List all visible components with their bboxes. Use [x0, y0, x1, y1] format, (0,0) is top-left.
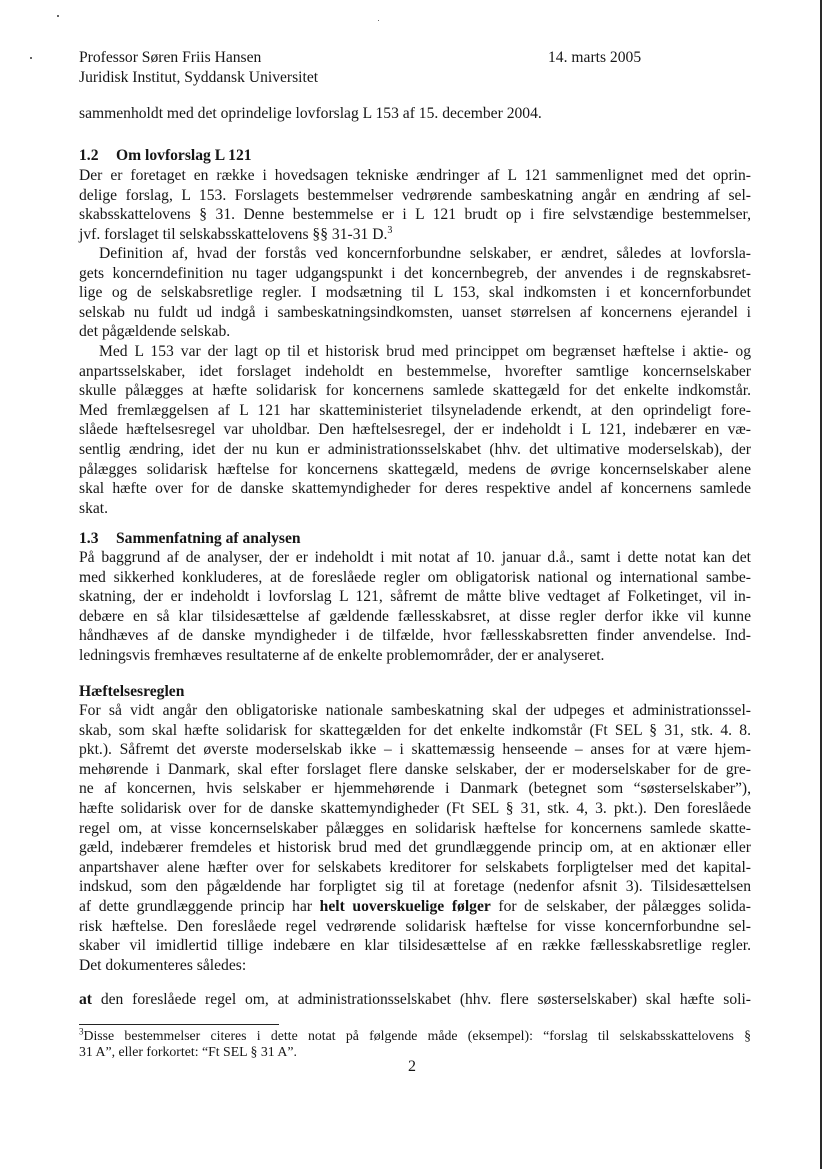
at-line [79, 990, 751, 1010]
text-line: anpartsselskaber, idet forslaget indeholdt en bestemmelse, hvorefter samtlige koncernselskaber [79, 362, 751, 380]
scan-speck [378, 20, 379, 21]
text-line: hæfte solidarisk over for de danske skattemyndigheder (Ft SEL § 31, stk. 4, 3. pkt.). Den foreslåede [79, 799, 751, 817]
text-line: skat. [79, 499, 109, 517]
text-line: ne af koncernen, hvis selskaber er hjemmehørende i Danmark (betegnet som “søsterselskaber”), [79, 780, 751, 798]
at-word: at [79, 991, 92, 1008]
text-line: pålægges solidarisk hæftelse for koncernens skattegæld, medens de øvrige koncernselskaber alene [79, 460, 751, 478]
footnote-ref: 3 [387, 224, 393, 236]
paragraph-1-2-b [79, 244, 751, 342]
paragraph-haeftelse [79, 701, 751, 975]
section-title: Om lovforslag L 121 [116, 147, 252, 164]
text-line [79, 990, 751, 1010]
text-line: Med fremlæggelsen af L 121 har skatteministeriet tilsyneladende erkendt, at den oprindeligt fore- [79, 401, 751, 419]
text-line: slåede hæftelsesregel var uholdbar. Den hæftelsesregel, der er indeholdt i L 121, indebærer en væ- [79, 421, 751, 439]
scan-edge [820, 0, 822, 1169]
scan-speck [30, 57, 32, 59]
section-number: 1.3 [79, 530, 99, 547]
footnote-divider [79, 1024, 279, 1025]
page-number: 2 [408, 1058, 416, 1075]
header-date: 14. marts 2005 [548, 49, 642, 66]
paragraph-1-2-c [79, 342, 751, 518]
intro-line: sammenholdt med det oprindelige lovforslag L 153 af 15. december 2004. [79, 105, 542, 122]
section-heading-1-3 [79, 529, 301, 549]
emphasis-text: helt uoverskuelige følger [319, 897, 491, 915]
text-line: gets koncerndefinition nu tager udgangspunkt i det koncernbegreb, der anvendes i de regnskabsret- [79, 264, 751, 282]
text-fragment: for de selskaber, der pålægges solida- [490, 897, 751, 915]
text-line: pkt.). Såfremt det øverste moderselskab ikke – i skattemæssig henseende – anses for at være hjem- [79, 741, 751, 759]
section-heading-haeftelse: Hæftelsesreglen [79, 683, 185, 700]
text-line: ledningsvis fremhæves resultaterne af de enkelte problemområder, der er analyseret. [79, 646, 605, 664]
footnote [79, 1028, 751, 1060]
text-line: håndhæves af de danske myndigheder i de tilfælde, hvor fællesskabsretten finder anvendelse. Ind- [79, 627, 751, 645]
paragraph-1-2-a [79, 166, 751, 244]
footnote-line: 31 A”, eller forkortet: “Ft SEL § 31 A”. [79, 1044, 297, 1059]
text-line: risk hæftelse. Den foreslåede regel vedrørende solidarisk hæftelse for visse koncernforbundne sel- [79, 917, 751, 935]
header-author-block [79, 48, 318, 88]
text-line: skulle pålægges at hæfte solidarisk for koncernens samlede skattegæld for det enkelte indkomstår. [79, 382, 751, 400]
paragraph-1-3 [79, 548, 751, 666]
text-line: indskud, som den pågældende har forpligtet sig til at foretage (nedenfor afsnit 3). Tilsidesættelsen [79, 878, 751, 896]
text-line: For så vidt angår den obligatoriske nationale sambeskatning skal der udpeges et administrationssel- [79, 702, 751, 719]
text-line: På baggrund af de analyser, der er indeholdt i mit notat af 10. januar d.å., samt i dette notat kan det [79, 549, 751, 566]
text-line: Med L 153 var der lagt op til et historisk brud med princippet om begrænset hæftelse i aktie- og [99, 343, 751, 360]
text-line: debære en så klar tilsidesættelse af gældende fællesskabsret, at disse regler derfor ikke vil kunne [79, 607, 751, 625]
text-line: Der er foretaget en række i hovedsagen tekniske ændringer af L 121 sammenlignet med det oprin- [79, 167, 751, 184]
text-line: Definition af, hvad der forstås ved koncernforbundne selskaber, er ændret, således at lovforsla- [99, 245, 751, 262]
text-line: sentlig ændring, idet der nu kun er administrationsselskabet (hhv. det ultimative moderselskab), der [79, 440, 751, 458]
text-line: selskab nu fuldt ud indgå i sambeskatningsindkomsten, uanset størrelsen af koncernens ejerandel i [79, 303, 751, 321]
section-number: 1.2 [79, 147, 99, 164]
text-line: mehørende i Danmark, skal efter forslaget flere danske selskaber, der er moderselskaber for de gre- [79, 760, 751, 778]
footnote-marker: 3 [79, 1026, 84, 1037]
text-fragment: af dette grundlæggende princip har [79, 897, 320, 915]
text-line: skab, som skal hæfte solidarisk for skattegælden for det enkelte indkomstår (Ft SEL § 31, stk. 4. 8. [79, 721, 751, 739]
text-line: regel om, at visse koncernselskaber pålægges en solidarisk hæftelse for koncernens samlede skatte- [79, 819, 751, 837]
text-line-content: jvf. forslaget til selskabsskattelovens §§ 31-31 D. [79, 225, 388, 243]
section-title: Sammenfatning af analysen [116, 530, 301, 547]
text-line: med sikkerhed konkluderes, at de foreslåede regler om obligatorisk national og international sambe- [79, 568, 751, 586]
text-line: lige og de selskabsretlige regler. I modsætning til L 153, skal indkomsten i et koncernforbundet [79, 284, 751, 302]
footnote-line [79, 1028, 751, 1044]
section-heading-1-2 [79, 146, 252, 166]
text-line: anpartshaver alene hæfter over for selskabets kreditorer for selskabets forpligtelser med det kapital- [79, 858, 751, 876]
text-fragment: den foreslåede regel om, at administrationsselskabet (hhv. flere søsterselskaber) skal hæfte soli- [92, 991, 751, 1008]
text-line [79, 225, 751, 245]
header-institution: Juridisk Institut, Syddansk Universitet [79, 69, 319, 86]
text-line: gæld, indebærer fremdeles et historisk brud med det grundlæggende princip om, at en aktionær eller [79, 839, 751, 857]
footnote-text: Disse bestemmelser citeres i dette notat på følgende måde (eksempel): “forslag til selskabsskattelovens § [83, 1028, 751, 1043]
text-line: det pågældende selskab. [79, 323, 231, 341]
scan-speck [57, 15, 59, 17]
text-line: skal hæfte over for de danske skattemyndigheder for deres respektive andel af koncernens samlede [79, 480, 751, 498]
text-line: skatning, der er indeholdt i lovforslag L 121, såfremt de måtte blive vedtaget af Folketinget, vil in- [79, 588, 751, 606]
text-line: delige forslag, L 153. Forslagets bestemmelser vedrørende sambeskatning angår en ændring af sel- [79, 186, 751, 204]
text-line: skaber vil imidlertid tillige indebære en klar tilsidesættelse af en række fællesskabsretlige regler. [79, 937, 751, 955]
text-line: Det dokumenteres således: [79, 956, 247, 974]
header-author: Professor Søren Friis Hansen [79, 49, 262, 66]
text-line: skabsskattelovens § 31. Denne bestemmelse er i L 121 brudt op i fire selvstændige bestemmelser, [79, 206, 751, 224]
text-line [79, 897, 751, 917]
